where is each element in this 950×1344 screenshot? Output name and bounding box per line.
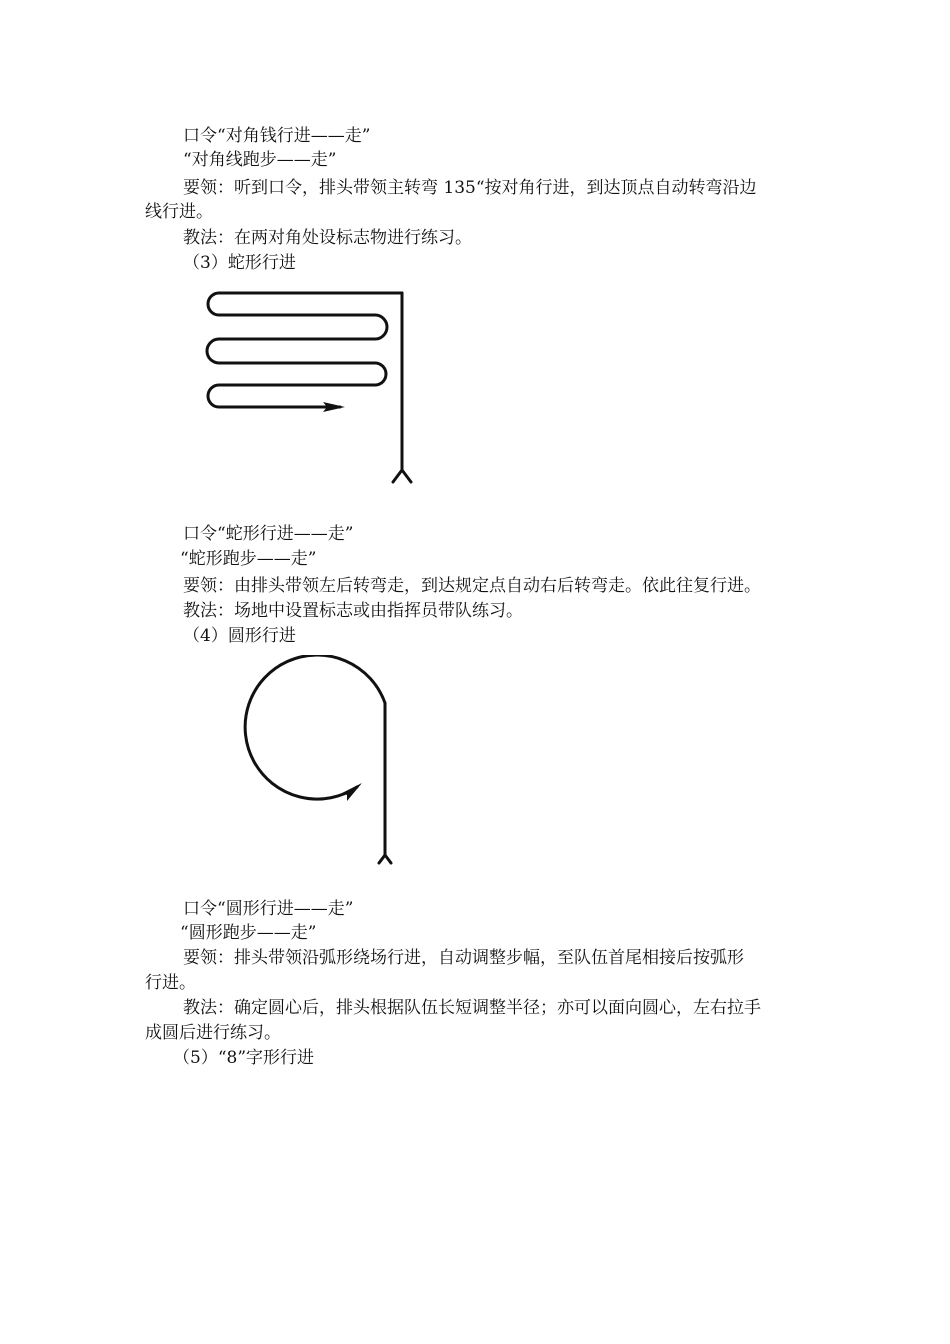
diagonal-command-run: “对角线跑步——走” [183, 150, 337, 170]
circle-path-diagram [225, 655, 405, 870]
circle-essentials-cont: 行进。 [145, 973, 196, 993]
diagonal-command: 口令“对角钱行进——走” [183, 126, 371, 146]
circle-heading: （4）圆形行进 [183, 626, 296, 646]
snake-method: 教法：场地中设置标志或由指挥员带队练习。 [183, 601, 523, 621]
circle-method: 教法：确定圆心后，排头根据队伍长短调整半径；亦可以面向圆心，左右拉手 [183, 998, 761, 1018]
snake-essentials: 要领：由排头带领左后转弯走，到达规定点自动右后转弯走。依此往复行进。 [183, 576, 761, 596]
circle-command: 口令“圆形行进——走” [183, 899, 354, 919]
snake-path-diagram [195, 285, 425, 495]
circle-command-run: “圆形跑步——走” [180, 923, 317, 943]
diagonal-essentials: 要领：听到口令，排头带领主转弯 135“按对角行进，到达顶点自动转弯沿边 [183, 178, 757, 198]
snake-heading: （3）蛇形行进 [183, 253, 296, 273]
circle-essentials: 要领：排头带领沿弧形绕场行进，自动调整步幅，至队伍首尾相接后按弧形 [183, 948, 744, 968]
figure8-heading: （5）“8”字形行进 [173, 1048, 315, 1068]
snake-command: 口令“蛇形行进——走” [183, 524, 354, 544]
diagonal-method: 教法：在两对角处设标志物进行练习。 [183, 228, 472, 248]
snake-command-run: “蛇形跑步——走” [180, 549, 317, 569]
circle-method-cont: 成圆后进行练习。 [145, 1023, 281, 1043]
diagonal-essentials-cont: 线行进。 [145, 202, 213, 222]
